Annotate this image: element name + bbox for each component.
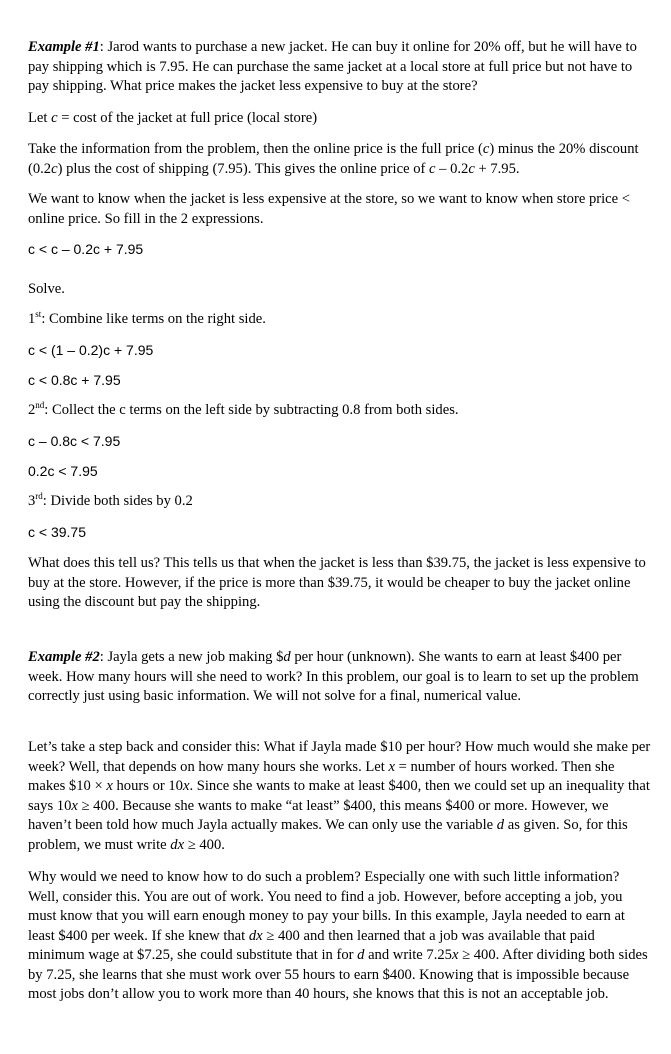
inequality-6: c < 39.75: [28, 524, 86, 540]
example2-why: Why would we need to know how to do such a problem? Especially one with such little information? Well, consider this. You are out of work. You need to find a job. However, before accepting a job, you must know that you will earn enough money to pay your bills. In this example, Jayla needed to earn at least $400 per week. If she knew that dx ≥ 400 and then learned that a job was available that paid minimum wage at $7.25, she could substitute that in for d and write 7.25x ≥ 400. After dividing both sides by 7.25, she learns that she must work over 55 hours to earn $400. Knowing that is impossible because most jobs don’t allow you to work more than 40 hours, she knows that this is not an acceptable job.: [28, 869, 648, 1002]
example1-let-statement: Let c = cost of the jacket at full price (local store): [28, 110, 318, 126]
example1-setup: We want to know when the jacket is less expensive at the store, so we want to know when store price < online price. So fill in the 2 expressions.: [28, 191, 630, 227]
example1-heading: Example #1: [28, 39, 100, 55]
step-1: 1st: Combine like terms on the right side.: [28, 309, 266, 327]
example2-problem: Example #2: Jayla gets a new job making $d per hour (unknown). She wants to earn at least $400 per week. How many hours will she need to work? In this problem, our goal is to learn to set up the problem correctly just using basic information. We will not solve for a final, numerical value.: [28, 649, 639, 704]
solve-label: Solve.: [28, 281, 65, 297]
inequality-2: c < (1 – 0.2)c + 7.95: [28, 342, 154, 358]
inequality-3: c < 0.8c + 7.95: [28, 372, 121, 388]
example2-heading: Example #2: [28, 649, 100, 665]
inequality-4: c – 0.8c < 7.95: [28, 433, 121, 449]
example1-problem: Example #1: Jarod wants to purchase a new jacket. He can buy it online for 20% off, but he will have to pay shipping which is 7.95. He can purchase the same jacket at a local store at full price but not have to pay shipping. What price makes the jacket less expensive to buy at the store?: [28, 39, 637, 94]
inequality-5: 0.2c < 7.95: [28, 463, 98, 479]
example2-step-back: Let’s take a step back and consider this: What if Jayla made $10 per hour? How much would she make per week? Well, that depends on how many hours she works. Let x = number of hours worked. Then she makes $10 × x hours or 10x. Since she wants to make at least $400, then we could set up an inequality that says 10x ≥ 400. Because she wants to make “at least” $400, this means $400 or more. However, we haven’t been told how much Jayla actually makes. We can only use the variable d as given. So, for this problem, we must write dx ≥ 400.: [28, 739, 651, 853]
step-2: 2nd: Collect the c terms on the left side by subtracting 0.8 from both sides.: [28, 400, 459, 418]
example1-conclusion: What does this tell us? This tells us that when the jacket is less than $39.75, the jacket is less expensive to buy at the store. However, if the price is more than $39.75, it would be cheaper to buy the jacket online using the discount but pay the shipping.: [28, 555, 646, 610]
example1-online-price: Take the information from the problem, then the online price is the full price (c) minus the 20% discount (0.2c) plus the cost of shipping (7.95). This gives the online price of c – 0.2c + 7.95.: [28, 141, 639, 177]
inequality-1: c < c – 0.2c + 7.95: [28, 241, 144, 257]
step-3: 3rd: Divide both sides by 0.2: [28, 491, 193, 509]
